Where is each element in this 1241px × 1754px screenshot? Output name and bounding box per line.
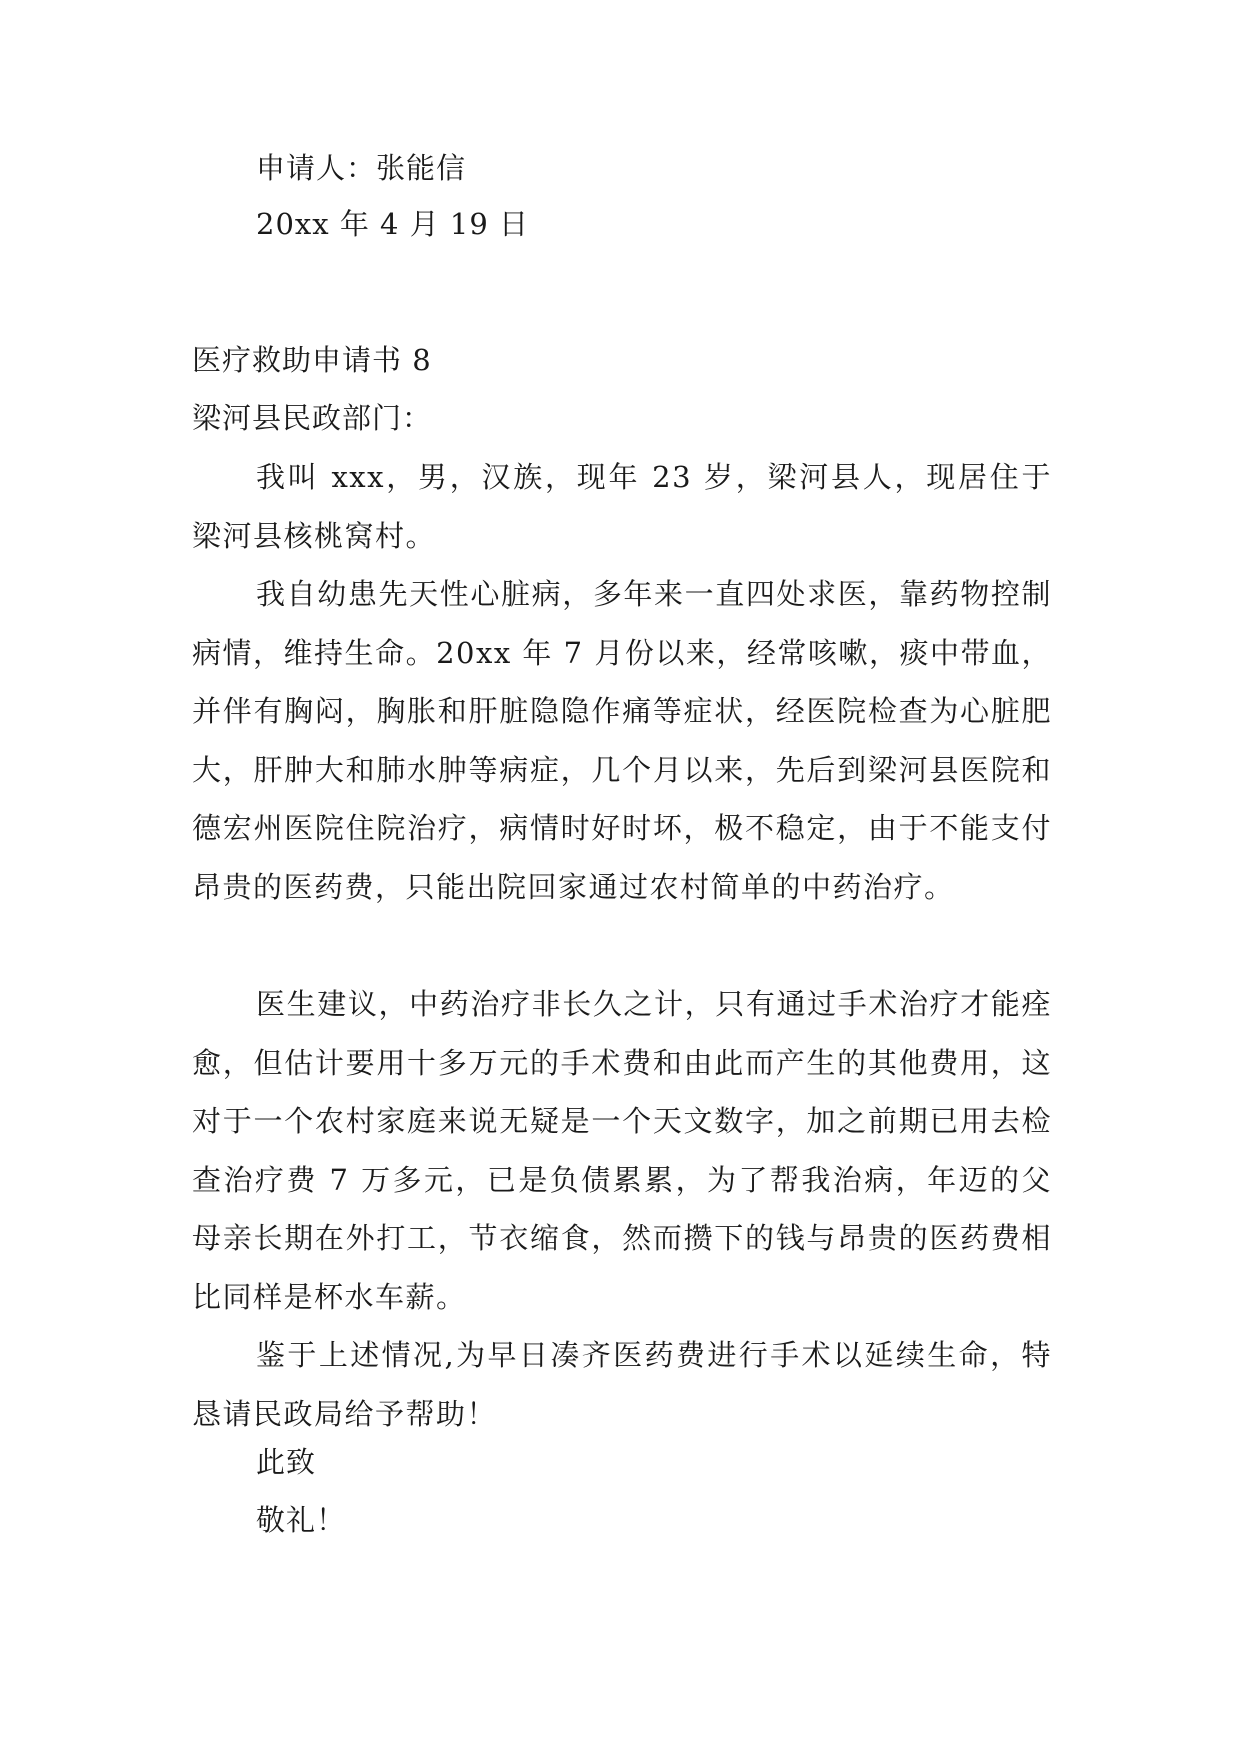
signature-date: 20xx 年 4 月 19 日	[256, 207, 530, 241]
closing-salutation: 此致	[256, 1445, 317, 1479]
body-paragraph: 我自幼患先天性心脏病，多年来一直四处求医，靠药物控制病情，维持生命。20xx 年 7 月份以来，经常咳嗽，痰中带血，并伴有胸闷，胸胀和肝脏隐隐作痛等症状，经医院检查为心脏肥大，肝肿大和肺水肿等病症，几个月以来，先后到梁河县医院和德宏州医院住院治疗，病情时好时坏，极不稳定，由于不能支付昂贵的医药费，只能出院回家通过农村简单的中药治疗。	[192, 577, 1052, 904]
letter-title: 医疗救助申请书 8	[192, 343, 432, 377]
closing-regards: 敬礼！	[256, 1503, 347, 1537]
letter-recipient: 梁河县民政部门：	[192, 401, 433, 435]
body-paragraph: 鉴于上述情况,为早日凑齐医药费进行手术以延续生命，特恳请民政局给予帮助！	[192, 1338, 1052, 1431]
body-paragraph: 医生建议，中药治疗非长久之计，只有通过手术治疗才能痊愈，但估计要用十多万元的手术费和由此而产生的其他费用，这对于一个农村家庭来说无疑是一个天文数字，加之前期已用去检查治疗费 7 万多元，已是负债累累，为了帮我治病，年迈的父母亲长期在外打工，节衣缩食，然而攒下的钱与昂贵的医药费相比同样是杯水车薪。	[192, 987, 1052, 1314]
body-paragraph: 我叫 xxx，男，汉族，现年 23 岁，梁河县人，现居住于梁河县核桃窝村。	[192, 460, 1052, 553]
applicant-signature: 申请人：张能信	[256, 151, 467, 185]
